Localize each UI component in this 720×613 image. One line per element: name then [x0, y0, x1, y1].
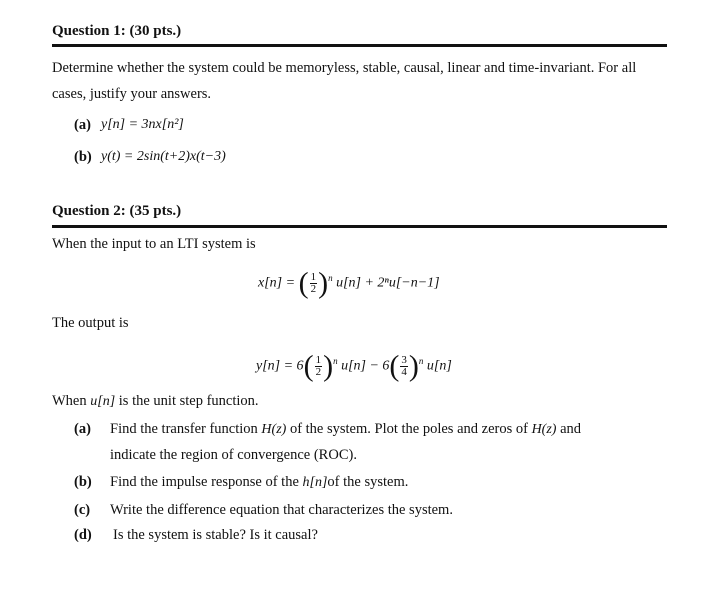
input-eq-rest: u[n] + 2ⁿu[−n−1] — [336, 275, 440, 291]
question-1-title: Question 1: (30 pts.) — [52, 23, 182, 39]
left-paren: ( — [389, 349, 400, 383]
output-eq-lhs: y[n] = 6 — [256, 358, 304, 374]
q2-part-a-text: Find the transfer function H(z) of the system. Plot the poles and zeros of H(z) and — [110, 421, 582, 437]
part-a-label: (a) — [74, 117, 91, 133]
part-b-equation: y(t) = 2sin(t+2)x(t−3) — [101, 149, 226, 164]
output-eq-fraction-2: $\frac{3}{4}$ — [401, 353, 407, 378]
output-eq-rest: u[n] — [426, 358, 452, 374]
q2-part-b-label: (b) — [74, 474, 92, 490]
left-paren: ( — [298, 266, 309, 300]
question-2-divider — [52, 225, 667, 228]
unit-step-pre: When — [52, 393, 91, 409]
question-1-intro-line-1: Determine whether the system could be memoryless, stable, causal, linear and time-invariant. For all — [52, 60, 637, 76]
input-eq-lhs: x[n] = — [258, 275, 296, 291]
q2-part-a-label: (a) — [74, 421, 91, 437]
output-eq-exponent-1: n — [333, 356, 338, 366]
part-b-label: (b) — [74, 149, 92, 165]
question-1-divider — [52, 44, 667, 47]
unit-step-variable: u[n] — [90, 394, 116, 409]
output-eq-mid: u[n] − 6 — [341, 358, 390, 374]
right-paren: ) — [323, 349, 334, 383]
unit-step-statement — [52, 393, 259, 410]
q2-part-d-text: Is the system is stable? Is it causal? — [113, 527, 318, 543]
output-equation — [256, 345, 452, 383]
input-eq-fraction: $\frac{1}{2}$ — [310, 270, 317, 295]
right-paren: ) — [408, 349, 419, 383]
question-1-intro-line-2: cases, justify your answers. — [52, 86, 212, 102]
q2-part-b-text: Find the impulse response of the h[n]of the system. — [110, 474, 409, 490]
q2-part-c-text: Write the difference equation that characterizes the system. — [110, 502, 453, 518]
question-2-title: Question 2: (35 pts.) — [52, 203, 182, 219]
part-a-equation: y[n] = 3nx[n²] — [101, 117, 184, 132]
input-eq-exponent: n — [328, 273, 333, 283]
input-statement: When the input to an LTI system is — [52, 236, 256, 252]
right-paren: ) — [318, 266, 329, 300]
q2-part-a-text-continued: indicate the region of convergence (ROC). — [110, 447, 357, 463]
output-statement: The output is — [52, 315, 129, 331]
output-eq-fraction-1: $\frac{1}{2}$ — [315, 353, 322, 378]
unit-step-post: is the unit step function. — [115, 393, 259, 409]
q2-part-d-label: (d) — [74, 527, 92, 543]
q2-part-c-label: (c) — [74, 502, 91, 518]
input-equation — [258, 262, 440, 300]
left-paren: ( — [303, 349, 314, 383]
output-eq-exponent-2: n — [418, 356, 424, 366]
